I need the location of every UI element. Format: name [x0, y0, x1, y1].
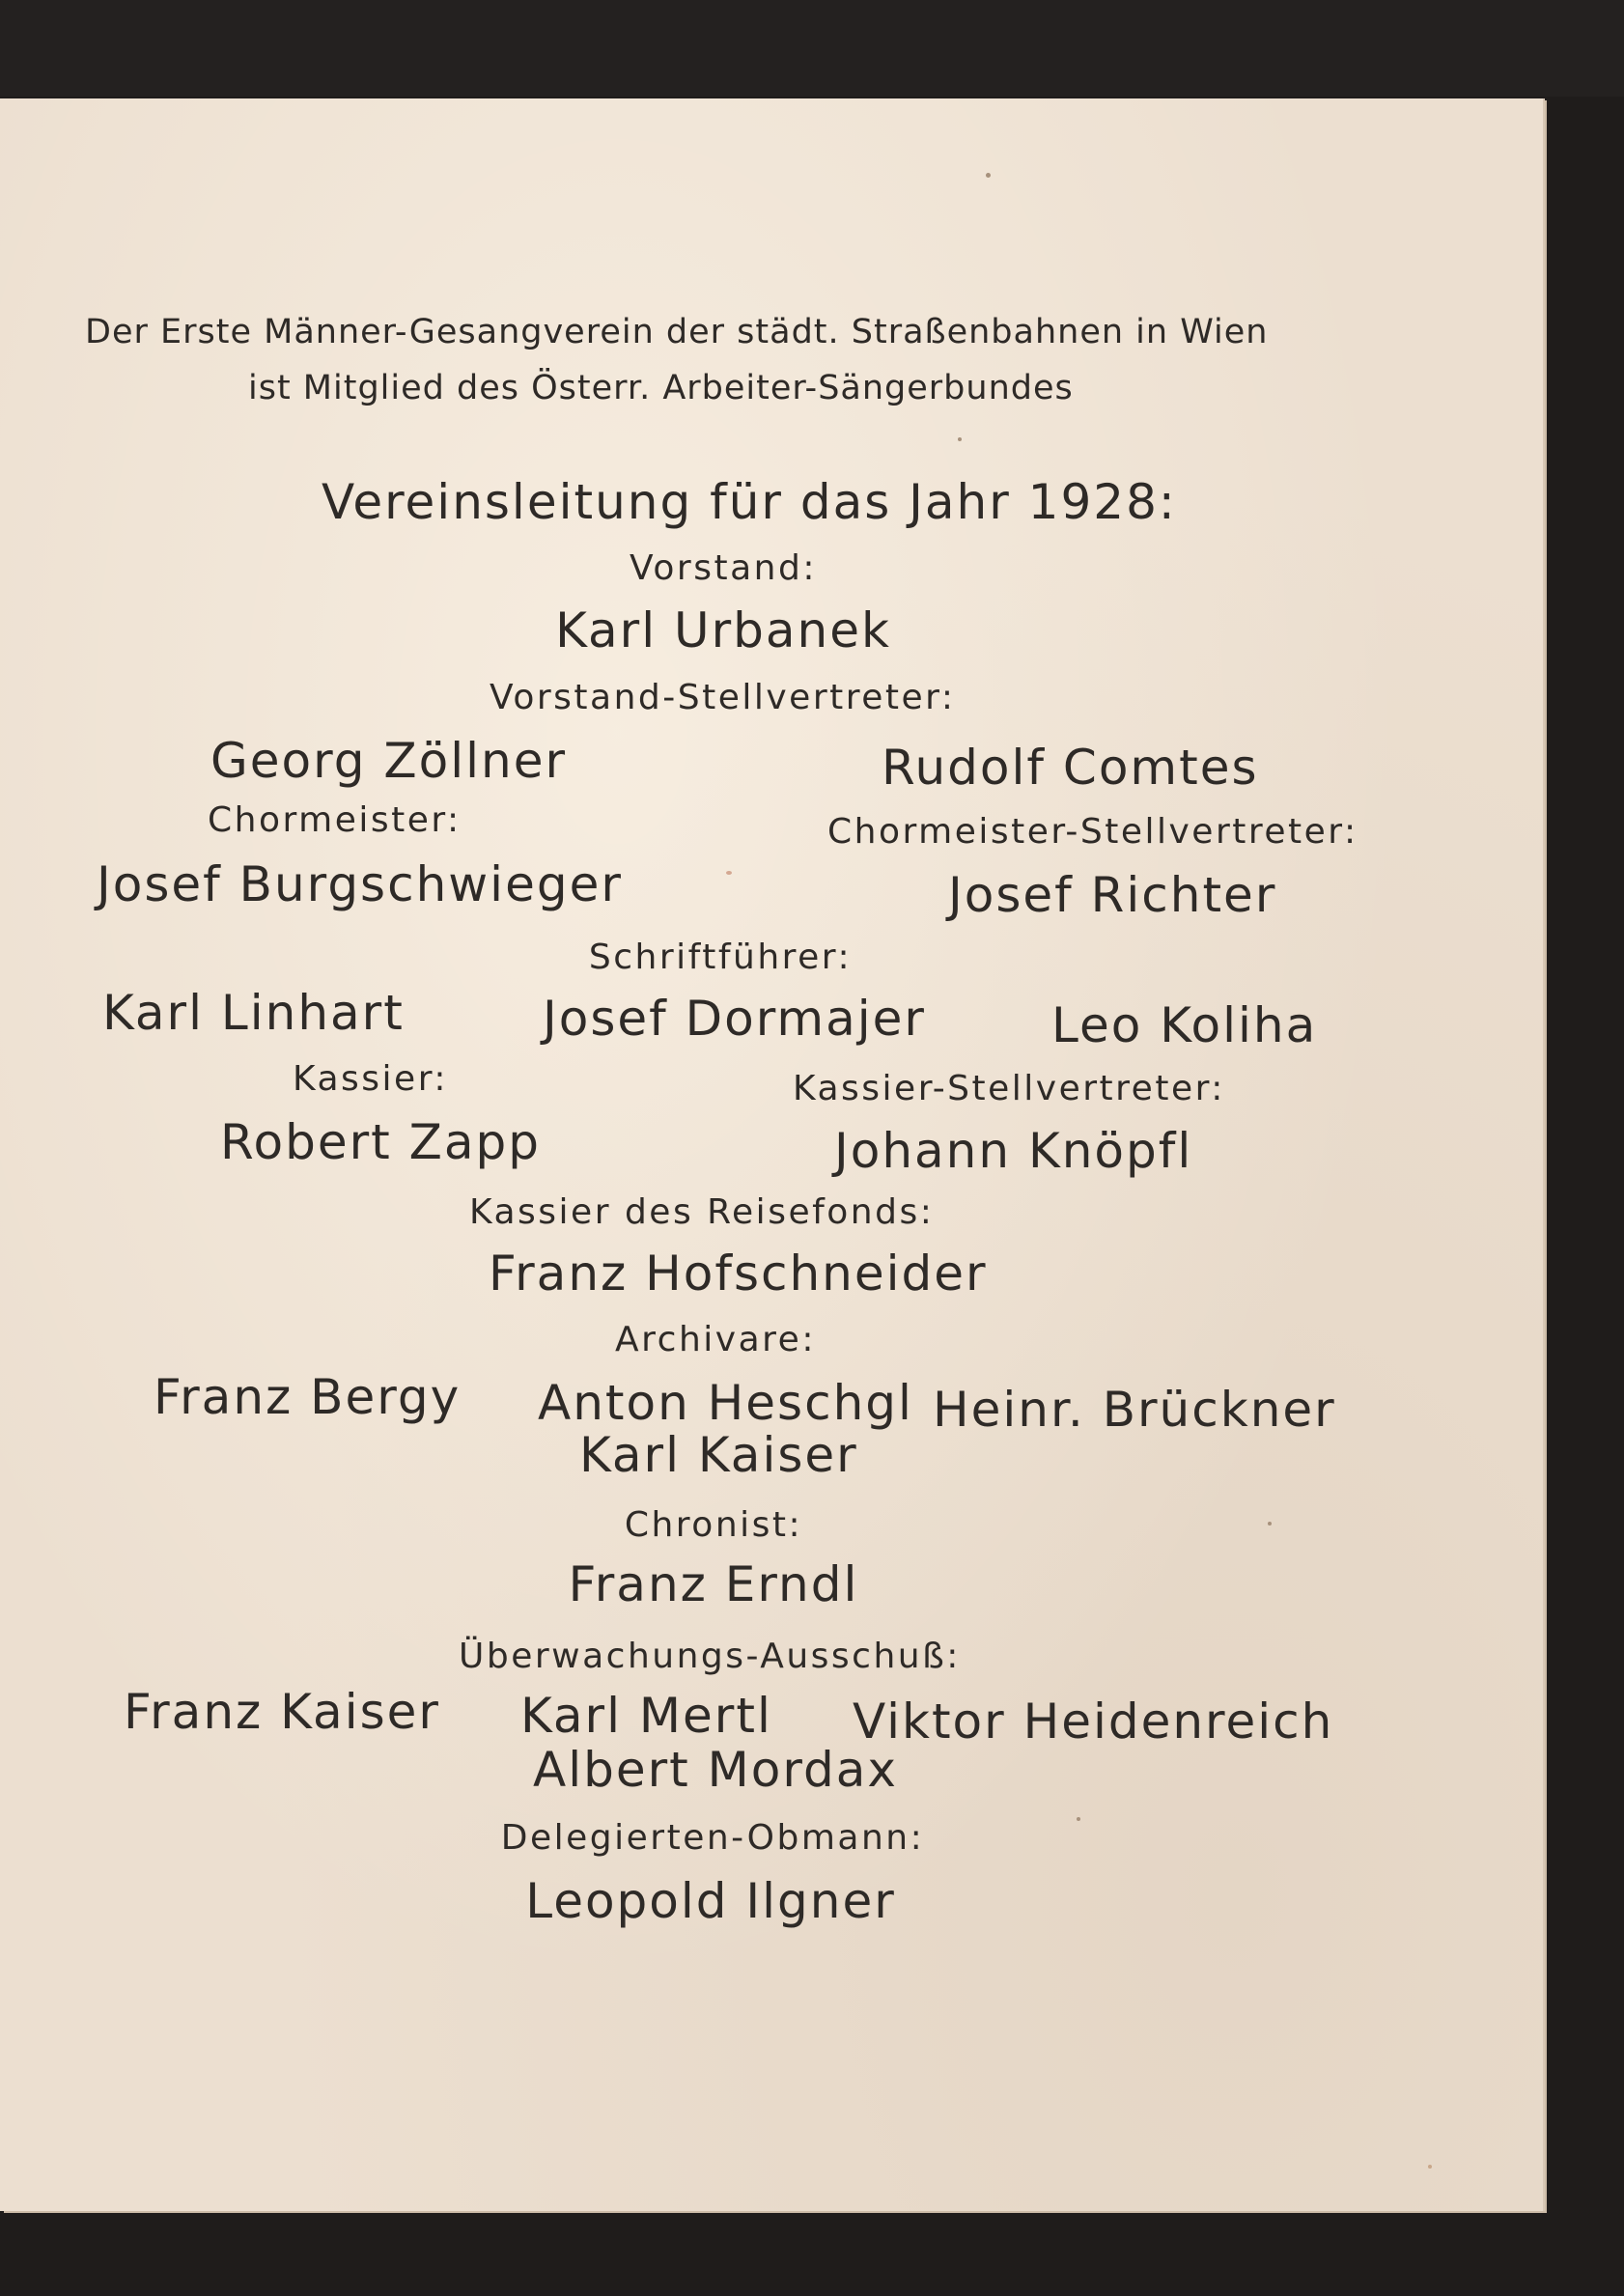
ueberwachungs-ausschuss-name-1: Franz Kaiser: [124, 1684, 440, 1740]
scan-backdrop: [0, 0, 1624, 97]
kassier-name: Robert Zapp: [220, 1114, 542, 1170]
paper-speck: [726, 871, 732, 875]
ueberwachungs-ausschuss-label: Überwachungs-Ausschuß:: [459, 1637, 961, 1676]
vorstand-label: Vorstand:: [630, 548, 817, 588]
vorstand-name: Karl Urbanek: [555, 602, 891, 658]
paper-speck: [986, 173, 991, 178]
ueberwachungs-ausschuss-name-3: Viktor Heidenreich: [853, 1694, 1334, 1750]
schriftfuehrer-name-3: Leo Koliha: [1051, 997, 1318, 1053]
schriftfuehrer-name-1: Karl Linhart: [102, 985, 405, 1041]
schriftfuehrer-name-2: Josef Dormajer: [543, 991, 926, 1047]
intro-line-2: ist Mitglied des Österr. Arbeiter-Sängerbundes: [248, 369, 1074, 407]
document-page: [0, 98, 1543, 2211]
vorstand-stellvertreter-name-1: Georg Zöllner: [210, 733, 568, 789]
intro-line-1: Der Erste Männer-Gesangverein der städt. Straßenbahnen in Wien: [85, 313, 1269, 351]
delegierten-obmann-label: Delegierten-Obmann:: [500, 1818, 925, 1858]
chormeister-stellvertreter-label: Chormeister-Stellvertreter:: [827, 812, 1358, 852]
chormeister-stellvertreter-name: Josef Richter: [948, 867, 1277, 923]
archivare-name-3: Heinr. Brückner: [933, 1382, 1336, 1438]
archivare-label: Archivare:: [615, 1320, 816, 1359]
archivare-name-2: Anton Heschgl: [538, 1375, 913, 1431]
archivare-name-4: Karl Kaiser: [579, 1427, 858, 1483]
page-heading: Vereinsleitung für das Jahr 1928:: [322, 474, 1177, 530]
kassier-reisefonds-name: Franz Hofschneider: [489, 1246, 988, 1302]
chormeister-label: Chormeister:: [208, 800, 462, 840]
chronist-name: Franz Erndl: [568, 1556, 859, 1612]
kassier-reisefonds-label: Kassier des Reisefonds:: [469, 1192, 935, 1232]
kassier-stellvertreter-label: Kassier-Stellvertreter:: [793, 1069, 1225, 1108]
archivare-name-1: Franz Bergy: [154, 1369, 462, 1425]
vorstand-stellvertreter-label: Vorstand-Stellvertreter:: [490, 678, 956, 717]
chormeister-name: Josef Burgschwieger: [97, 856, 623, 912]
paper-speck: [1428, 2165, 1432, 2169]
chronist-label: Chronist:: [624, 1505, 803, 1545]
ueberwachungs-ausschuss-name-4: Albert Mordax: [533, 1742, 899, 1798]
ueberwachungs-ausschuss-name-2: Karl Mertl: [520, 1688, 772, 1744]
kassier-stellvertreter-name: Johann Knöpfl: [834, 1123, 1193, 1179]
paper-speck: [1077, 1817, 1080, 1821]
vorstand-stellvertreter-name-2: Rudolf Comtes: [882, 740, 1259, 796]
delegierten-obmann-name: Leopold Ilgner: [525, 1873, 896, 1929]
kassier-label: Kassier:: [293, 1059, 448, 1099]
paper-speck: [1268, 1522, 1272, 1526]
schriftfuehrer-label: Schriftführer:: [588, 938, 853, 977]
paper-speck: [958, 437, 962, 441]
